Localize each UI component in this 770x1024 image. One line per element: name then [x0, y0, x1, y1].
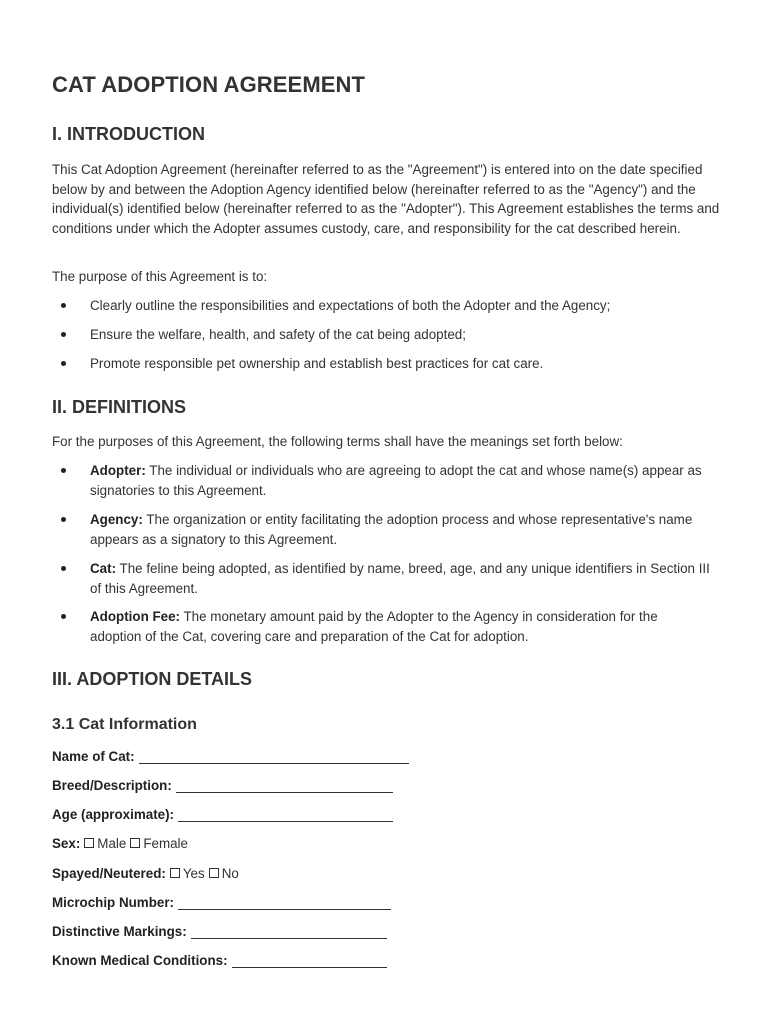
definition-item: [52, 607, 712, 646]
microchip-input-line[interactable]: [178, 895, 391, 910]
checkbox-male[interactable]: [84, 838, 94, 848]
definition-term: Cat:: [90, 561, 117, 576]
cat-information-heading: 3.1 Cat Information: [52, 716, 197, 733]
microchip-label: Microchip Number:: [52, 895, 175, 910]
cat-name-input-line[interactable]: [139, 749, 409, 764]
sex-option-female: Female: [143, 836, 188, 851]
breed-label: Breed/Description:: [52, 778, 172, 793]
definition-item: [52, 461, 712, 500]
spayed-option-no: No: [221, 866, 239, 881]
checkbox-yes[interactable]: [170, 868, 180, 878]
age-label: Age (approximate):: [52, 807, 175, 822]
bullet-icon: [61, 517, 66, 522]
definition-term: Agency:: [90, 512, 143, 527]
spayed-option-yes: Yes: [182, 866, 205, 881]
cat-name-label: Name of Cat:: [52, 749, 135, 764]
medical-field: [52, 952, 387, 970]
definitions-heading: II. DEFINITIONS: [52, 397, 187, 417]
spayed-field: [52, 865, 239, 883]
bullet-icon: [61, 614, 66, 619]
adoption-details-heading: III. ADOPTION DETAILS: [52, 669, 253, 689]
purpose-item: [52, 296, 712, 316]
age-field: [52, 806, 393, 824]
sex-option-male: Male: [97, 836, 127, 851]
definition-text: The feline being adopted, as identified by name, breed, age, and any unique identifiers in Section III of this Agreement.: [90, 561, 710, 596]
sex-field: [52, 835, 188, 853]
definition-item: [52, 510, 712, 549]
markings-field: [52, 923, 387, 941]
bullet-icon: [61, 468, 66, 473]
bullet-icon: [61, 303, 66, 308]
definition-term: Adopter:: [90, 463, 146, 478]
microchip-field: [52, 894, 391, 912]
purpose-lead: The purpose of this Agreement is to:: [52, 269, 268, 284]
spayed-label: Spayed/Neutered:: [52, 866, 166, 881]
bullet-icon: [61, 332, 66, 337]
introduction-paragraph: This Cat Adoption Agreement (hereinafter referred to as the "Agreement") is entered into on the date specified below by and between the Adoption Agency identified below (hereinafter referred to as the "Agency") and the individual(s) identified below (hereinafter referred to as the "Adopter"). This Agreement establishes the terms and conditions under which the Adopter assumes custody, care, and responsibility for the cat described herein.: [52, 162, 720, 236]
purpose-item-text: Promote responsible pet ownership and establish best practices for cat care.: [90, 356, 544, 371]
definition-text: The organization or entity facilitating the adoption process and whose representative's name appears as a signatory to this Agreement.: [90, 512, 693, 547]
purpose-item-text: Ensure the welfare, health, and safety of the cat being adopted;: [90, 327, 466, 342]
introduction-heading: I. INTRODUCTION: [52, 124, 205, 144]
definitions-lead: For the purposes of this Agreement, the following terms shall have the meanings set forth below:: [52, 434, 623, 449]
definition-term: Adoption Fee:: [90, 609, 181, 624]
bullet-icon: [61, 566, 66, 571]
checkbox-female[interactable]: [130, 838, 140, 848]
medical-label: Known Medical Conditions:: [52, 953, 228, 968]
cat-name-field: [52, 748, 409, 766]
medical-input-line[interactable]: [232, 953, 387, 968]
markings-label: Distinctive Markings:: [52, 924, 187, 939]
purpose-item: [52, 325, 712, 345]
definition-text: The individual or individuals who are agreeing to adopt the cat and whose name(s) appear as signatories to this Agreement.: [90, 463, 702, 498]
purpose-item-text: Clearly outline the responsibilities and expectations of both the Adopter and the Agency;: [90, 298, 611, 313]
breed-input-line[interactable]: [176, 778, 393, 793]
markings-input-line[interactable]: [191, 924, 387, 939]
breed-field: [52, 777, 393, 795]
purpose-item: [52, 354, 712, 374]
age-input-line[interactable]: [178, 807, 393, 822]
bullet-icon: [61, 361, 66, 366]
checkbox-no[interactable]: [209, 868, 219, 878]
definition-text: The monetary amount paid by the Adopter to the Agency in consideration for the adoption of the Cat, covering care and preparation of the Cat for adoption.: [90, 609, 658, 644]
sex-label: Sex:: [52, 836, 81, 851]
definition-item: [52, 559, 712, 598]
document-title: CAT ADOPTION AGREEMENT: [52, 72, 366, 97]
